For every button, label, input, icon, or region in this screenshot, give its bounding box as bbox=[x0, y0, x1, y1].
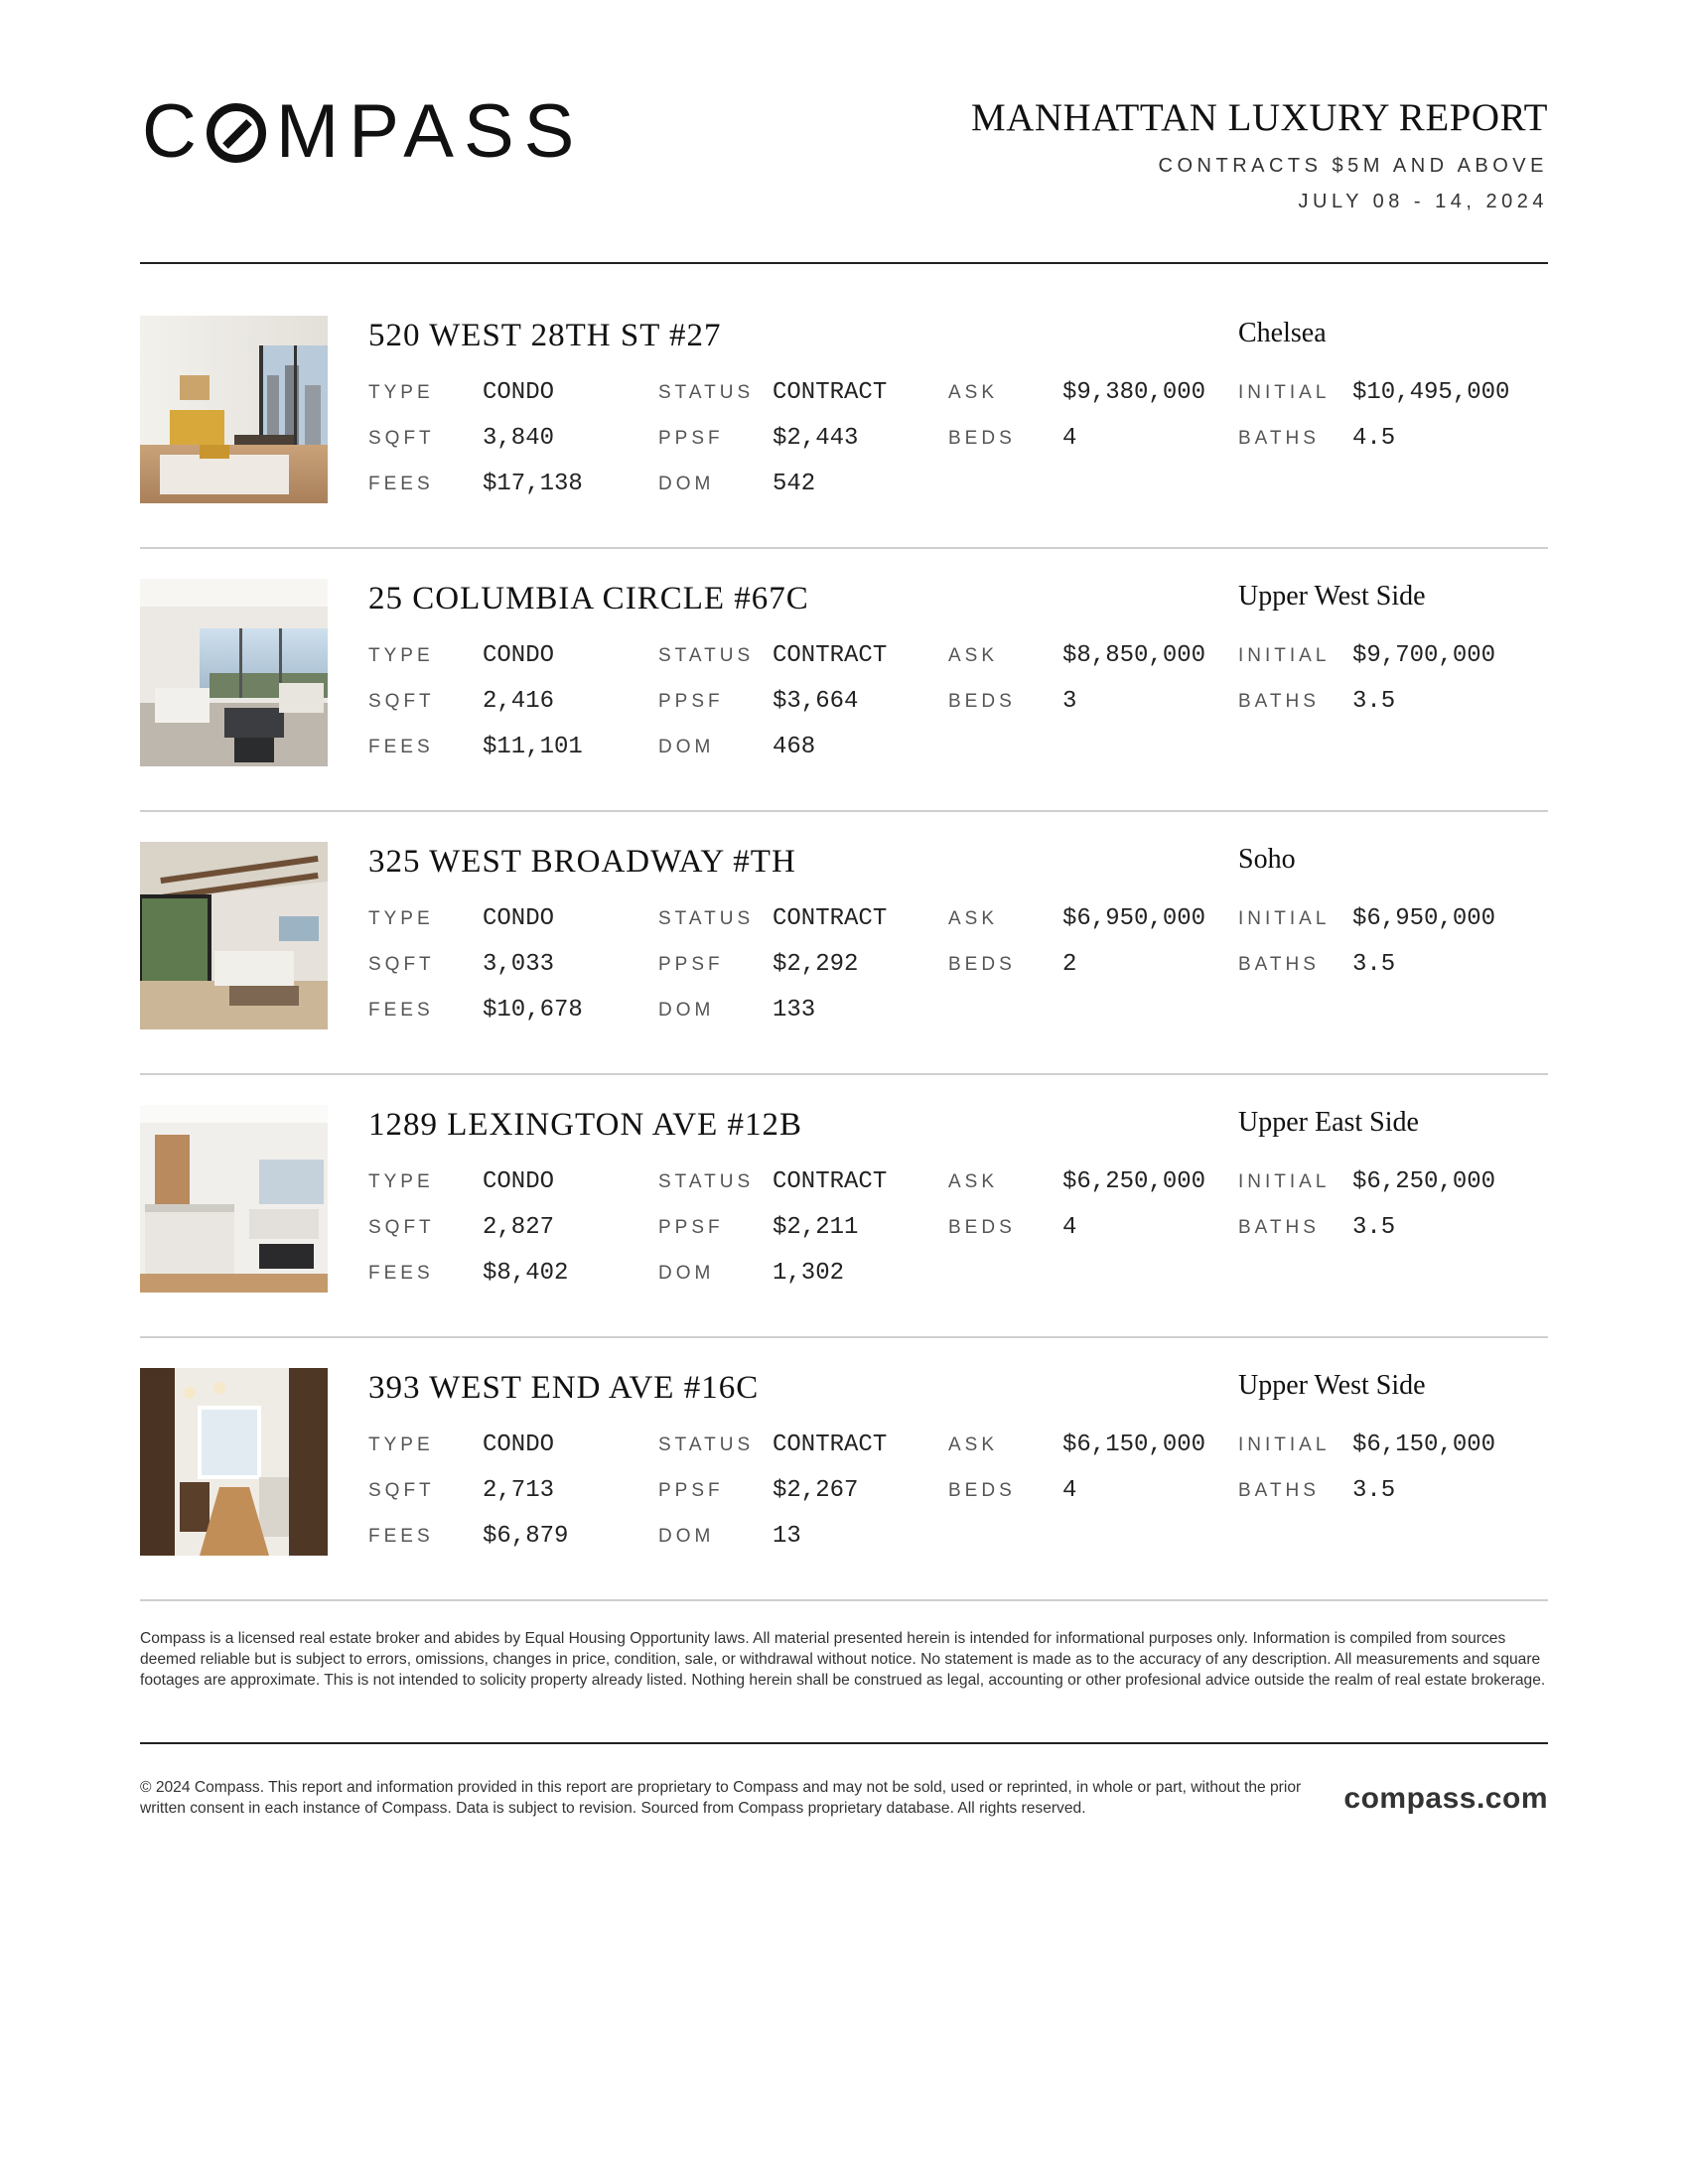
listing-card bbox=[140, 316, 1548, 579]
listing-divider bbox=[140, 1073, 1548, 1075]
type-value: CONDO bbox=[483, 379, 555, 406]
ask-label: ASK bbox=[948, 908, 999, 929]
listing-card bbox=[140, 1105, 1548, 1368]
sqft-label: SQFT bbox=[368, 954, 435, 975]
ask-label: ASK bbox=[948, 645, 999, 666]
ask-label: ASK bbox=[948, 1171, 999, 1192]
listing-neighborhood: Soho bbox=[1238, 844, 1296, 875]
initial-value: $10,495,000 bbox=[1352, 379, 1510, 406]
ppsf-value: $2,292 bbox=[773, 951, 859, 978]
footer-divider bbox=[140, 1742, 1548, 1744]
report-title: MANHATTAN LUXURY REPORT bbox=[971, 96, 1548, 139]
status-value: CONTRACT bbox=[773, 1432, 888, 1458]
fees-value: $10,678 bbox=[483, 997, 583, 1024]
initial-value: $6,250,000 bbox=[1352, 1168, 1496, 1195]
sqft-label: SQFT bbox=[368, 1480, 435, 1501]
type-label: TYPE bbox=[368, 645, 434, 666]
beds-label: BEDS bbox=[948, 1217, 1016, 1238]
ask-value: $9,380,000 bbox=[1062, 379, 1206, 406]
dom-label: DOM bbox=[658, 474, 715, 494]
legal-disclaimer: Compass is a licensed real estate broker and abides by Equal Housing Opportunity laws. All material presented herein is intended for informational purposes only. Information is compiled from sources deemed reliable but is subject to errors, omissions, changes in price, condition, sale, or withdrawal without notice. No statement is made as to the accuracy of any description. All measurements and square footages are approximate. This is not intended to solicity property already listed. Nothing herein shall be construed as legal, accounting or other profesional advice outside the realm of real estate brokerage. bbox=[140, 1630, 1546, 1689]
type-label: TYPE bbox=[368, 382, 434, 403]
fees-label: FEES bbox=[368, 474, 434, 494]
sqft-value: 3,033 bbox=[483, 951, 555, 978]
initial-label: INITIAL bbox=[1238, 1171, 1331, 1192]
sqft-value: 2,416 bbox=[483, 688, 555, 715]
sqft-value: 2,713 bbox=[483, 1477, 555, 1504]
status-label: STATUS bbox=[658, 908, 755, 929]
baths-label: BATHS bbox=[1238, 954, 1320, 975]
sqft-label: SQFT bbox=[368, 1217, 435, 1238]
report-page bbox=[140, 0, 1548, 2184]
initial-label: INITIAL bbox=[1238, 645, 1331, 666]
ask-value: $6,150,000 bbox=[1062, 1432, 1206, 1458]
listing-neighborhood: Upper West Side bbox=[1238, 1370, 1426, 1401]
ppsf-label: PPSF bbox=[658, 428, 724, 449]
type-value: CONDO bbox=[483, 905, 555, 932]
dom-label: DOM bbox=[658, 1526, 715, 1547]
listing-address: 25 COLUMBIA CIRCLE #67C bbox=[368, 581, 809, 616]
listing-divider bbox=[140, 1336, 1548, 1338]
dom-value: 133 bbox=[773, 997, 816, 1024]
listing-photo[interactable] bbox=[140, 842, 328, 1029]
baths-value: 4.5 bbox=[1352, 425, 1396, 452]
dom-label: DOM bbox=[658, 1263, 715, 1284]
ppsf-label: PPSF bbox=[658, 954, 724, 975]
type-label: TYPE bbox=[368, 908, 434, 929]
website-link[interactable]: compass.com bbox=[1343, 1782, 1548, 1815]
fees-value: $6,879 bbox=[483, 1523, 569, 1550]
fees-value: $8,402 bbox=[483, 1260, 569, 1287]
listing-divider bbox=[140, 547, 1548, 549]
beds-label: BEDS bbox=[948, 691, 1016, 712]
listing-divider bbox=[140, 810, 1548, 812]
fees-label: FEES bbox=[368, 1526, 434, 1547]
report-date-range: JULY 08 - 14, 2024 bbox=[1298, 191, 1548, 212]
baths-value: 3.5 bbox=[1352, 688, 1396, 715]
compass-logo[interactable]: C MPASS bbox=[142, 89, 585, 174]
status-label: STATUS bbox=[658, 1171, 755, 1192]
baths-value: 3.5 bbox=[1352, 951, 1396, 978]
listing-photo[interactable] bbox=[140, 1368, 328, 1556]
status-value: CONTRACT bbox=[773, 905, 888, 932]
ask-label: ASK bbox=[948, 1434, 999, 1455]
ppsf-label: PPSF bbox=[658, 691, 724, 712]
initial-value: $6,150,000 bbox=[1352, 1432, 1496, 1458]
baths-label: BATHS bbox=[1238, 691, 1320, 712]
dom-value: 542 bbox=[773, 471, 816, 497]
listing-address: 520 WEST 28TH ST #27 bbox=[368, 318, 722, 353]
fees-value: $11,101 bbox=[483, 734, 583, 760]
status-value: CONTRACT bbox=[773, 642, 888, 669]
header-divider bbox=[140, 262, 1548, 264]
type-value: CONDO bbox=[483, 642, 555, 669]
listing-neighborhood: Upper West Side bbox=[1238, 581, 1426, 612]
listing-address: 393 WEST END AVE #16C bbox=[368, 1370, 760, 1406]
baths-label: BATHS bbox=[1238, 1480, 1320, 1501]
copyright-notice: © 2024 Compass. This report and information provided in this report are proprietary to Compass and may not be sold, used or reprinted, in whole or part, without the prior written consent in each instance of Compass. Data is subject to revision. Sourced from Compass proprietary database. All rights reserved. bbox=[140, 1779, 1302, 1817]
sqft-value: 2,827 bbox=[483, 1214, 555, 1241]
listing-photo[interactable] bbox=[140, 316, 328, 503]
beds-value: 4 bbox=[1062, 425, 1077, 452]
status-label: STATUS bbox=[658, 1434, 755, 1455]
sqft-label: SQFT bbox=[368, 428, 435, 449]
dom-value: 13 bbox=[773, 1523, 801, 1550]
ppsf-value: $2,443 bbox=[773, 425, 859, 452]
listing-address: 1289 LEXINGTON AVE #12B bbox=[368, 1107, 803, 1143]
listing-card bbox=[140, 842, 1548, 1105]
ask-value: $8,850,000 bbox=[1062, 642, 1206, 669]
type-value: CONDO bbox=[483, 1432, 555, 1458]
beds-value: 4 bbox=[1062, 1477, 1077, 1504]
baths-label: BATHS bbox=[1238, 428, 1320, 449]
listing-address: 325 WEST BROADWAY #TH bbox=[368, 844, 796, 880]
listing-card bbox=[140, 579, 1548, 842]
initial-value: $6,950,000 bbox=[1352, 905, 1496, 932]
beds-label: BEDS bbox=[948, 1480, 1016, 1501]
fees-label: FEES bbox=[368, 1000, 434, 1021]
initial-label: INITIAL bbox=[1238, 908, 1331, 929]
status-label: STATUS bbox=[658, 382, 755, 403]
beds-label: BEDS bbox=[948, 428, 1016, 449]
type-label: TYPE bbox=[368, 1434, 434, 1455]
sqft-label: SQFT bbox=[368, 691, 435, 712]
fees-value: $17,138 bbox=[483, 471, 583, 497]
ppsf-label: PPSF bbox=[658, 1480, 724, 1501]
fees-label: FEES bbox=[368, 1263, 434, 1284]
dom-value: 1,302 bbox=[773, 1260, 845, 1287]
listing-photo[interactable] bbox=[140, 1105, 328, 1293]
dom-label: DOM bbox=[658, 737, 715, 757]
initial-label: INITIAL bbox=[1238, 1434, 1331, 1455]
status-value: CONTRACT bbox=[773, 1168, 888, 1195]
ask-value: $6,250,000 bbox=[1062, 1168, 1206, 1195]
report-subtitle: CONTRACTS $5M AND ABOVE bbox=[1158, 155, 1548, 177]
dom-label: DOM bbox=[658, 1000, 715, 1021]
listing-neighborhood: Chelsea bbox=[1238, 318, 1327, 348]
status-label: STATUS bbox=[658, 645, 755, 666]
baths-label: BATHS bbox=[1238, 1217, 1320, 1238]
type-label: TYPE bbox=[368, 1171, 434, 1192]
sqft-value: 3,840 bbox=[483, 425, 555, 452]
ppsf-label: PPSF bbox=[658, 1217, 724, 1238]
type-value: CONDO bbox=[483, 1168, 555, 1195]
initial-value: $9,700,000 bbox=[1352, 642, 1496, 669]
ask-label: ASK bbox=[948, 382, 999, 403]
beds-value: 4 bbox=[1062, 1214, 1077, 1241]
listing-card bbox=[140, 1368, 1548, 1631]
status-value: CONTRACT bbox=[773, 379, 888, 406]
dom-value: 468 bbox=[773, 734, 816, 760]
beds-label: BEDS bbox=[948, 954, 1016, 975]
listing-neighborhood: Upper East Side bbox=[1238, 1107, 1419, 1138]
beds-value: 3 bbox=[1062, 688, 1077, 715]
baths-value: 3.5 bbox=[1352, 1477, 1396, 1504]
fees-label: FEES bbox=[368, 737, 434, 757]
ppsf-value: $2,211 bbox=[773, 1214, 859, 1241]
initial-label: INITIAL bbox=[1238, 382, 1331, 403]
listing-photo[interactable] bbox=[140, 579, 328, 766]
ppsf-value: $3,664 bbox=[773, 688, 859, 715]
baths-value: 3.5 bbox=[1352, 1214, 1396, 1241]
listing-divider bbox=[140, 1599, 1548, 1601]
ask-value: $6,950,000 bbox=[1062, 905, 1206, 932]
beds-value: 2 bbox=[1062, 951, 1077, 978]
ppsf-value: $2,267 bbox=[773, 1477, 859, 1504]
compass-logo-o-icon bbox=[207, 103, 266, 163]
